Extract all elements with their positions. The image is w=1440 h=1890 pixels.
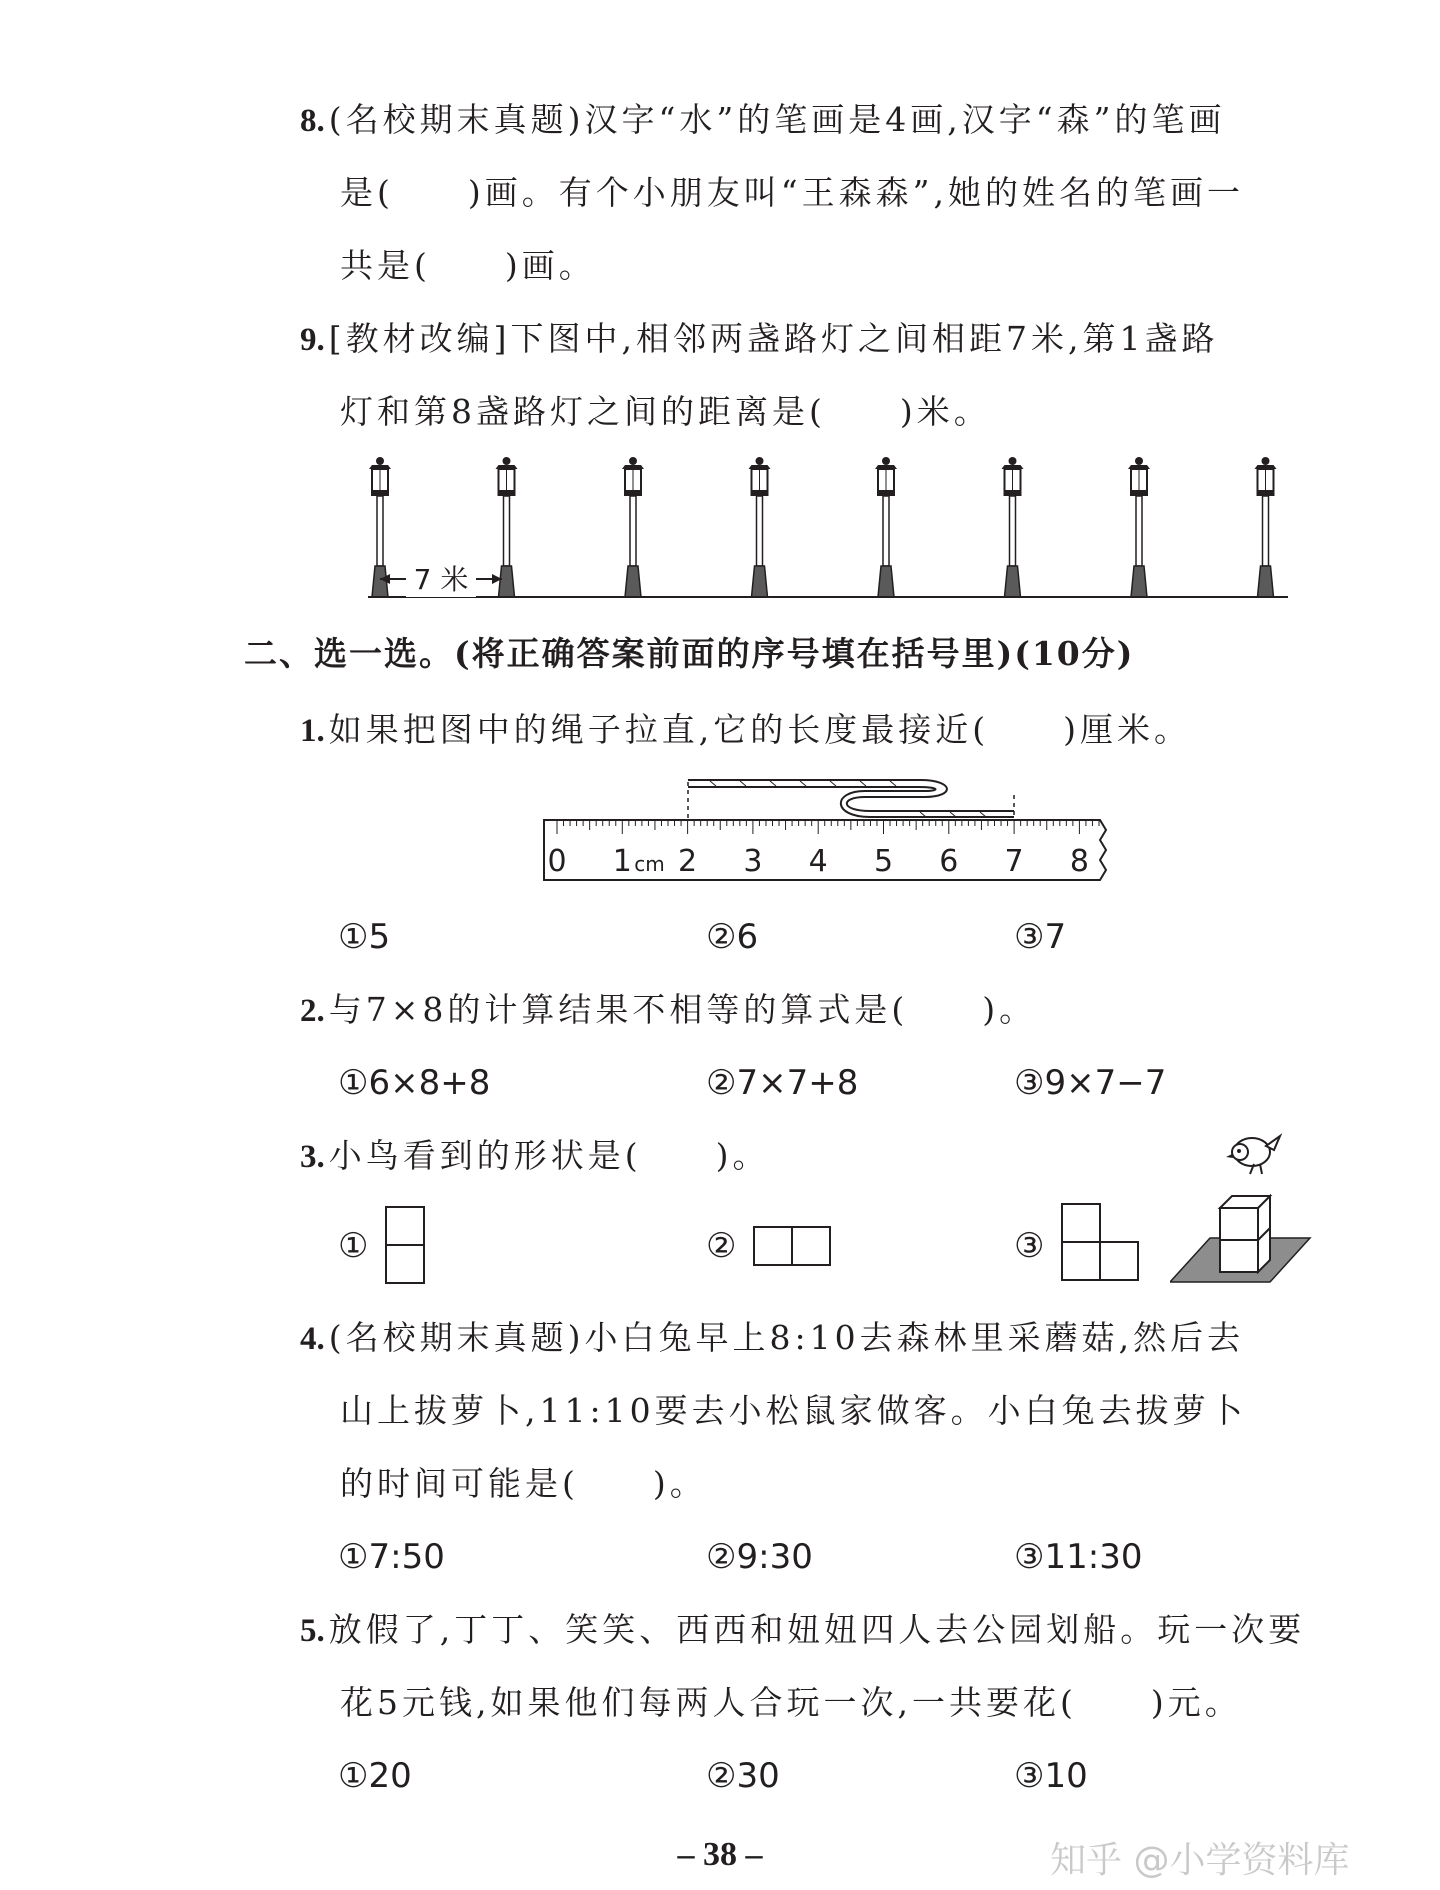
c5-option-3: ③10	[1014, 1756, 1088, 1796]
c3-option-3-label: ③	[1014, 1226, 1045, 1266]
street-lamp-icon	[875, 457, 897, 597]
street-lamp-icon	[1128, 457, 1150, 597]
c1-option-1: ①5	[338, 917, 391, 957]
street-lamp-icon	[1255, 457, 1277, 597]
bird-icon	[1226, 1136, 1280, 1174]
c3-number: 3.	[300, 1139, 325, 1175]
c4-line2: 山上拔萝卜,11:10要去小松鼠家做客。小白兔去拔萝卜	[340, 1391, 1247, 1430]
c3-line	[300, 1136, 770, 1177]
street-lamp-icon	[749, 457, 771, 597]
ruler-label: 6	[939, 844, 959, 879]
c1-number: 1.	[300, 713, 325, 749]
c3-text: 小鸟看到的形状是( )。	[328, 1136, 770, 1175]
c2-line	[300, 990, 1036, 1031]
c3-option-2-label: ②	[706, 1226, 737, 1266]
lamp-distance-label: 7 米	[413, 563, 469, 596]
ruler-rope-figure	[540, 775, 1120, 885]
ruler-label: 3	[743, 844, 763, 879]
ruler-label: 2	[678, 844, 698, 879]
c5-option-1: ①20	[338, 1756, 412, 1796]
q8-text-1: (名校期末真题)汉字“水”的笔画是4画,汉字“森”的笔画	[328, 100, 1226, 139]
q8-number: 8.	[300, 103, 325, 139]
c2-number: 2.	[300, 993, 325, 1029]
c3-option-1-label: ①	[338, 1226, 369, 1266]
c5-line1	[300, 1610, 1305, 1651]
c5-number: 5.	[300, 1613, 325, 1649]
q9-line2: 灯和第8盏路灯之间的距离是( )米。	[340, 392, 991, 431]
c2-text: 与7×8的计算结果不相等的算式是( )。	[328, 990, 1037, 1029]
ruler-label: 0	[547, 844, 567, 879]
q8-line1	[300, 100, 1225, 141]
c3-option-2-shape	[753, 1226, 833, 1268]
c5-text-1: 放假了,丁丁、笑笑、西西和妞妞四人去公园划船。玩一次要	[328, 1610, 1306, 1649]
c3-option-1-shape	[385, 1206, 427, 1286]
c2-option-2: ②7×7+8	[706, 1063, 859, 1103]
c1-line	[300, 710, 1191, 751]
c1-text: 如果把图中的绳子拉直,它的长度最接近( )厘米。	[328, 710, 1191, 749]
c4-number: 4.	[300, 1321, 325, 1357]
ruler-label: 7	[1004, 844, 1024, 879]
street-lamp-icon	[622, 457, 644, 597]
street-lamps-figure	[360, 455, 1300, 605]
section-2-title: 二、选一选。(将正确答案前面的序号填在括号里)(10分)	[244, 634, 1135, 673]
c4-option-2: ②9:30	[706, 1537, 813, 1577]
c2-option-3: ③9×7−7	[1014, 1063, 1167, 1103]
c1-option-3: ③7	[1014, 917, 1067, 957]
c3-option-3-shape	[1061, 1203, 1141, 1283]
c4-option-1: ①7:50	[338, 1537, 445, 1577]
bird-cubes-illustration	[1170, 1130, 1320, 1290]
c4-text-1: (名校期末真题)小白兔早上8:10去森林里采蘑菇,然后去	[328, 1318, 1245, 1357]
c4-line1	[300, 1318, 1244, 1359]
c5-line2: 花5元钱,如果他们每两人合玩一次,一共要花( )元。	[340, 1683, 1242, 1722]
c5-option-2: ②30	[706, 1756, 780, 1796]
street-lamp-icon	[496, 457, 518, 597]
ruler-unit-label: cm	[634, 852, 665, 876]
q8-line2: 是( )画。有个小朋友叫“王森森”,她的姓名的笔画一	[340, 173, 1244, 212]
page-number: – 38 –	[677, 1836, 763, 1873]
q9-number: 9.	[300, 322, 325, 358]
c1-option-2: ②6	[706, 917, 759, 957]
c4-line3: 的时间可能是( )。	[340, 1464, 707, 1503]
q8-line3: 共是( )画。	[340, 246, 596, 285]
q9-text-1: [教材改编]下图中,相邻两盏路灯之间相距7米,第1盏路	[328, 319, 1219, 358]
ruler-label: 1	[612, 844, 632, 879]
c4-option-3: ③11:30	[1014, 1537, 1143, 1577]
q9-line1	[300, 319, 1218, 360]
ruler-label: 8	[1069, 844, 1089, 879]
ruler-label: 4	[808, 844, 828, 879]
watermark: 知乎 @小学资料库	[1050, 1840, 1350, 1881]
street-lamp-icon	[1002, 457, 1024, 597]
ruler-label: 5	[873, 844, 894, 879]
c2-option-1: ①6×8+8	[338, 1063, 491, 1103]
